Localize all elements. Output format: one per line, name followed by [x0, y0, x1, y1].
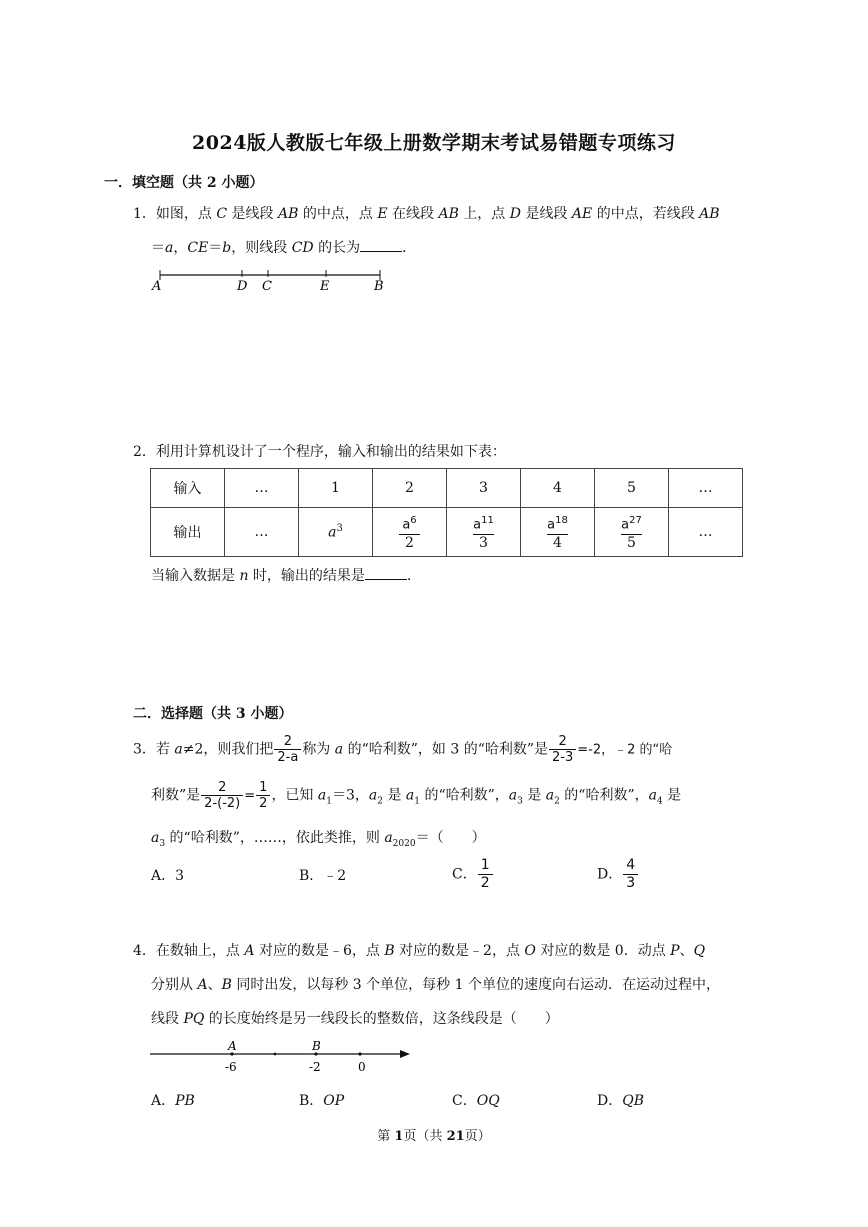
- table-cell: 输入: [151, 469, 225, 508]
- option-b[interactable]: B．OP: [299, 1093, 345, 1109]
- line-segment-figure: [148, 268, 398, 296]
- table-cell: …: [225, 508, 299, 557]
- question-number: 1．: [133, 206, 156, 222]
- fraction: $\frac{1}{2}$: [478, 857, 493, 892]
- table-cell: [447, 508, 521, 557]
- question-4-line-3: 线段 PQ 的长度始终是另一线段长的整数倍，这条线段是（ ）: [151, 1011, 559, 1027]
- answer-blank: [365, 567, 407, 580]
- tick-label-zero: 0: [358, 1060, 366, 1074]
- question-2-prompt: 当输入数据是 n 时，输出的结果是 ．: [151, 568, 421, 584]
- page-footer: 第 1页（共 21页）: [377, 1129, 491, 1144]
- option-b[interactable]: B．﹣2: [299, 868, 347, 884]
- option-c[interactable]: C． $\frac{1}{2}$: [452, 857, 494, 892]
- document-title: 2024版人教版七年级上册数学期末考试易错题专项练习: [192, 132, 676, 154]
- question-1-line-1: 1．如图，点 C 是线段 AB 的中点，点 E 在线段 AB 上，点 D 是线段 AE 的中点，若线段 AB: [133, 206, 720, 222]
- table-cell: 输出: [151, 508, 225, 557]
- fraction: $\frac{a^{18}}{4}$: [547, 515, 568, 551]
- table-cell: …: [669, 469, 743, 508]
- table-cell: …: [225, 469, 299, 508]
- table-cell: [521, 508, 595, 557]
- input-output-table: [150, 468, 743, 557]
- section-heading-fill-blank: 一．填空题（共 2 小题）: [104, 175, 264, 191]
- label-b: B: [374, 279, 384, 294]
- table-cell: [373, 508, 447, 557]
- option-d[interactable]: D． $\frac{4}{3}$: [597, 857, 639, 892]
- table-cell: 2: [373, 469, 447, 508]
- question-number: 4．: [133, 943, 156, 959]
- question-4-line-1: 4．在数轴上，点 A 对应的数是﹣6，点 B 对应的数是﹣2，点 O 对应的数是 0．动点 P、Q: [133, 943, 706, 959]
- midpoint-dot: [274, 1053, 277, 1056]
- fraction: $\frac{1}{2}$: [256, 780, 270, 811]
- page-total: 21: [446, 1129, 465, 1144]
- table-cell: 5: [595, 469, 669, 508]
- question-3-line-1: 3．若 a≠2，则我们把 $\frac{2}{2-a}$ 称为 a 的“哈利数”，如 3 的“哈利数”是 $\frac{2}{2-3}$ =-2，﹣2 的“哈: [133, 734, 673, 765]
- option-a[interactable]: A．3: [151, 868, 185, 884]
- table-cell: 4: [521, 469, 595, 508]
- question-1-line-2: ＝a，CE＝b，则线段 CD 的长为 ．: [151, 240, 417, 256]
- table-row-output: [151, 508, 743, 557]
- option-a[interactable]: A．PB: [151, 1093, 195, 1109]
- table-row-input: [151, 469, 743, 508]
- label-a: A: [152, 279, 162, 294]
- table-cell: 1: [299, 469, 373, 508]
- answer-blank: [360, 239, 402, 252]
- label-d: D: [237, 279, 248, 294]
- fraction: $\frac{2}{2-a}$: [274, 734, 301, 765]
- label-a: A: [228, 1039, 237, 1053]
- question-3-line-3: $a_3$ 的“哈利数”，……，依此类推，则 $a_{2020}=$（ ）: [151, 830, 486, 849]
- axis-arrow-icon: [400, 1050, 410, 1058]
- fraction: $\frac{a^{11}}{3}$: [473, 515, 494, 551]
- tick-label-minus-2: -2: [309, 1060, 321, 1074]
- question-number: 3．: [133, 741, 156, 758]
- fraction: $\frac{a^6}{2}$: [399, 512, 420, 551]
- label-b: B: [312, 1039, 321, 1053]
- fraction: $\frac{a^{27}}{5}$: [621, 515, 642, 551]
- page-number: 1: [394, 1129, 404, 1144]
- option-d[interactable]: D．QB: [597, 1093, 644, 1109]
- label-e: E: [320, 279, 330, 294]
- table-cell: [595, 508, 669, 557]
- label-c: C: [262, 279, 272, 294]
- question-number: 2．: [133, 444, 156, 460]
- question-3-line-2: 利数”是 $\frac{2}{2-(-2)}$ = $\frac{1}{2}$ ，已知 $a_1=3$，$a_2$ 是 $a_1$ 的“哈利数”，$a_3$ 是 $a_2$ 的“哈利数”，$a_4$ 是: [151, 780, 682, 811]
- fraction: $\frac{2}{2-3}$: [549, 734, 576, 765]
- question-4-line-2: 分别从 A、B 同时出发，以每秒 3 个单位，每秒 1 个单位的速度向右运动．在运动过程中，: [151, 977, 720, 993]
- number-line-figure: [148, 1036, 418, 1078]
- option-c[interactable]: C．OQ: [452, 1093, 500, 1109]
- question-2-line-1: 2．利用计算机设计了一个程序，输入和输出的结果如下表：: [133, 444, 506, 460]
- fraction: $\frac{2}{2-(-2)}$: [201, 780, 243, 811]
- tick-label-minus-6: -6: [225, 1060, 237, 1074]
- table-cell: $a^3$: [299, 508, 373, 557]
- section-heading-multiple-choice: 二．选择题（共 3 小题）: [133, 706, 293, 722]
- table-cell: …: [669, 508, 743, 557]
- fraction: $\frac{4}{3}$: [623, 857, 638, 892]
- point-o-dot: [358, 1052, 361, 1055]
- table-cell: 3: [447, 469, 521, 508]
